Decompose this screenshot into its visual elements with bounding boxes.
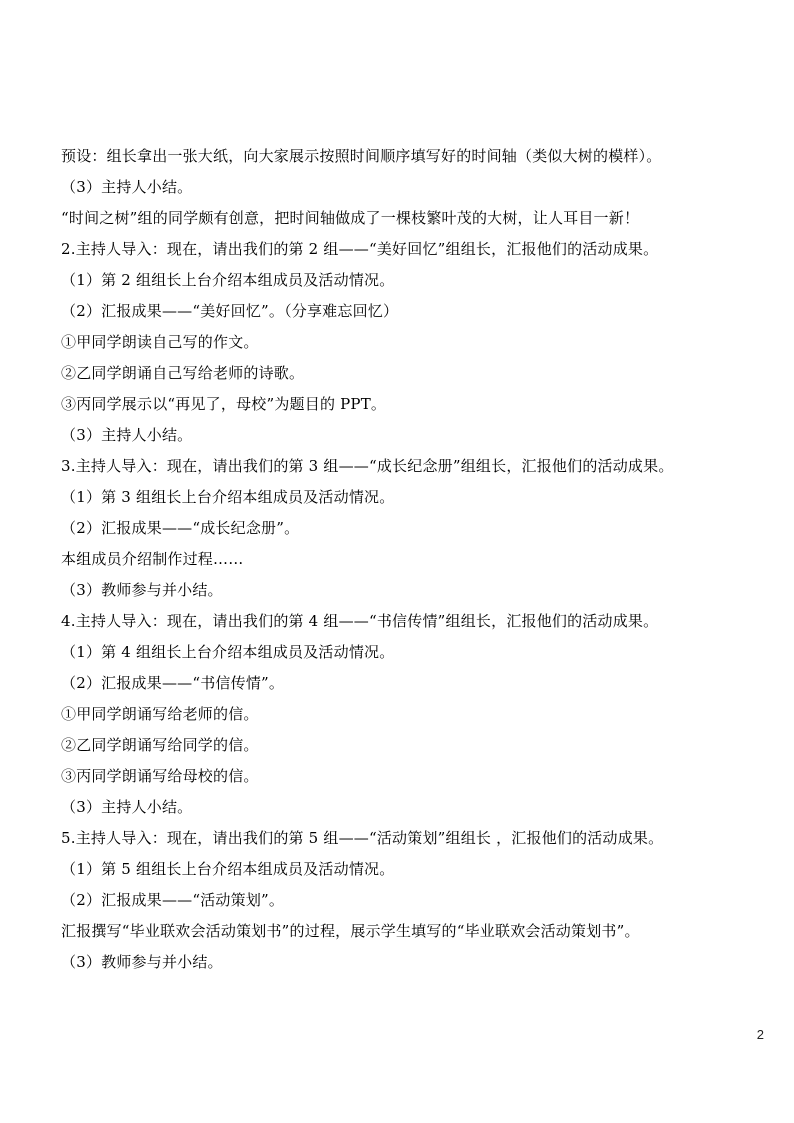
document-body <box>61 145 741 982</box>
paragraph-line: （2）汇报成果——“书信传情”。 <box>61 674 285 692</box>
paragraph-line: 2.主持人导入：现在，请出我们的第 2 组——“美好回忆”组组长，汇报他们的活动成果。 <box>61 240 659 258</box>
paragraph-line: 3.主持人导入：现在，请出我们的第 3 组——“成长纪念册”组组长，汇报他们的活动成果。 <box>61 457 674 475</box>
paragraph-line: （1）第 3 组组长上台介绍本组成员及活动情况。 <box>61 488 395 506</box>
page-number: 2 <box>756 1027 764 1042</box>
paragraph-line: （3）主持人小结。 <box>61 426 193 444</box>
paragraph-line: 5.主持人导入：现在，请出我们的第 5 组——“活动策划”组组长 ，汇报他们的活动成果。 <box>61 829 664 847</box>
paragraph-line: ①甲同学朗读自己写的作文。 <box>61 333 259 351</box>
paragraph-line: ②乙同学朗诵自己写给老师的诗歌。 <box>61 364 305 382</box>
paragraph-line: （1）第 4 组组长上台介绍本组成员及活动情况。 <box>61 643 395 661</box>
paragraph-line: （2）汇报成果——“美好回忆”。（分享难忘回忆） <box>61 302 399 320</box>
paragraph-line: （2）汇报成果——“活动策划”。 <box>61 891 285 909</box>
paragraph-line: ③丙同学朗诵写给母校的信。 <box>61 767 259 785</box>
paragraph-line: （1）第 2 组组长上台介绍本组成员及活动情况。 <box>61 271 395 289</box>
paragraph-line: （3）主持人小结。 <box>61 178 193 196</box>
paragraph-line: ②乙同学朗诵写给同学的信。 <box>61 736 259 754</box>
paragraph-line: 4.主持人导入：现在，请出我们的第 4 组——“书信传情”组组长，汇报他们的活动成果。 <box>61 612 659 630</box>
paragraph-line: 本组成员介绍制作过程…… <box>61 550 244 568</box>
paragraph-line: ③丙同学展示以“再见了，母校”为题目的 PPT。 <box>61 395 387 413</box>
paragraph-line: （1）第 5 组组长上台介绍本组成员及活动情况。 <box>61 860 395 878</box>
paragraph-line: （3）教师参与并小结。 <box>61 581 223 599</box>
paragraph-line: （3）主持人小结。 <box>61 798 193 816</box>
paragraph-line: “时间之树”组的同学颇有创意，把时间轴做成了一棵枝繁叶茂的大树，让人耳目一新！ <box>61 209 640 227</box>
paragraph-line: （2）汇报成果——“成长纪念册”。 <box>61 519 300 537</box>
paragraph-line: 预设：组长拿出一张大纸，向大家展示按照时间顺序填写好的时间轴（类似大树的模样）。 <box>61 147 662 165</box>
paragraph-line: 汇报撰写“毕业联欢会活动策划书”的过程，展示学生填写的“毕业联欢会活动策划书”。 <box>61 922 640 940</box>
paragraph-line: （3）教师参与并小结。 <box>61 953 223 971</box>
paragraph-line: ①甲同学朗诵写给老师的信。 <box>61 705 259 723</box>
